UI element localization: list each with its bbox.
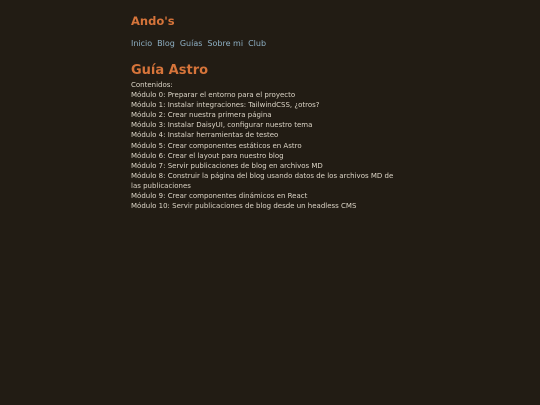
- module-item: Módulo 7: Servir publicaciones de blog en archivos MD: [131, 161, 323, 170]
- main-nav: [131, 39, 540, 49]
- nav-link-sobre-mi[interactable]: Sobre mi: [207, 39, 244, 48]
- module-item: Módulo 3: Instalar DaisyUI, configurar nuestro tema: [131, 121, 313, 130]
- module-item: Módulo 2: Crear nuestra primera página: [131, 111, 272, 120]
- module-item: Módulo 5: Crear componentes estáticos en Astro: [131, 141, 302, 150]
- site-title[interactable]: Ando's: [131, 14, 175, 28]
- module-item: Módulo 1: Instalar integraciones: TailwindCSS, ¿otros?: [131, 101, 320, 110]
- contents-section: [131, 80, 403, 211]
- module-list: [131, 90, 403, 211]
- nav-link-blog[interactable]: Blog: [157, 39, 175, 48]
- module-item: Módulo 6: Crear el layout para nuestro blog: [131, 151, 284, 160]
- module-item: Módulo 8: Construir la página del blog usando datos de los archivos MD de las publicaciones: [131, 171, 394, 190]
- module-item: Módulo 10: Servir publicaciones de blog desde un headless CMS: [131, 202, 357, 211]
- nav-link-inicio[interactable]: Inicio: [131, 39, 153, 48]
- module-item: Módulo 4: Instalar herramientas de testeo: [131, 131, 279, 140]
- module-item: Módulo 9: Crear componentes dinámicos en React: [131, 192, 308, 201]
- page-heading: Guía Astro: [131, 63, 209, 78]
- module-item: Módulo 0: Preparar el entorno para el proyecto: [131, 91, 296, 100]
- nav-link-club[interactable]: Club: [248, 39, 267, 48]
- contents-label: Contenidos:: [131, 81, 173, 89]
- nav-link-guias[interactable]: Guías: [179, 39, 203, 48]
